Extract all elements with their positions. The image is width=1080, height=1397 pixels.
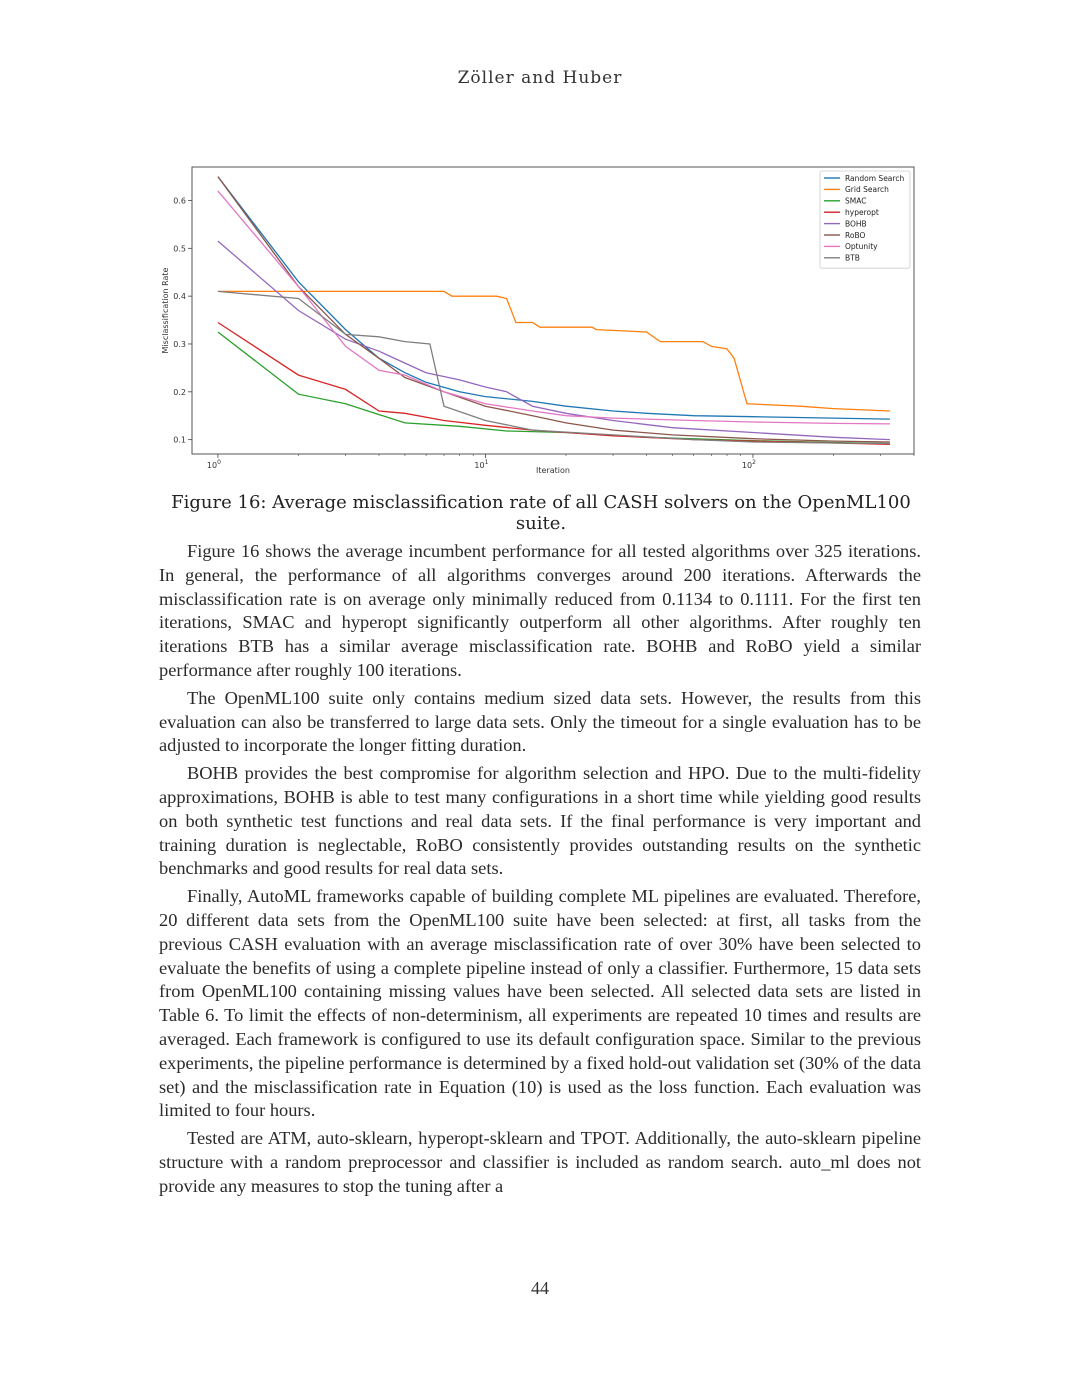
y-tick-label: 0.1 [173, 435, 186, 445]
x-tick-base: 10 [206, 461, 218, 470]
series-line-grid-search [218, 291, 890, 411]
legend-label: hyperopt [845, 208, 879, 217]
legend-label: RoBO [845, 230, 866, 240]
legend-label: SMAC [845, 196, 867, 206]
legend-label: Grid Search [845, 185, 889, 195]
x-tick-label [207, 459, 221, 470]
legend-label: Optunity [845, 242, 878, 252]
x-tick-label [474, 459, 488, 470]
paragraph: BOHB provides the best compromise for algorithm selection and HPO. Due to the multi-fidelity approximations, BOHB is able to test many configurations in a short time while yielding good results on both synthetic test functions and real data sets. If the final performance is very important and training duration is neglectable, RoBO consistently provides outstanding results on the synthetic benchmarks and good results for real data sets. [159, 763, 921, 879]
paragraph: Tested are ATM, auto-sklearn, hyperopt-sklearn and TPOT. Additionally, the auto-sklearn pipeline structure with a random preprocessor and classifier is included as random search. auto_ml does not provide any measures to stop the tuning after a [159, 1128, 921, 1196]
paragraph: The OpenML100 suite only contains medium sized data sets. However, the results from this evaluation can also be transferred to large data sets. Only the timeout for a single evaluation has to be adjusted to incorporate the longer fitting duration. [159, 687, 921, 756]
y-axis-label: Misclassification Rate [161, 267, 170, 354]
figure-caption: Figure 16: Average misclassification rate of all CASH solvers on the OpenML100 suite. [171, 492, 911, 534]
y-tick-label: 0.4 [173, 292, 186, 302]
x-tick-base: 10 [741, 461, 753, 470]
x-tick-label [742, 459, 756, 470]
paragraph: Figure 16 shows the average incumbent performance for all tested algorithms over 325 iterations. In general, the performance of all algorithms converges around 200 iterations. Afterwards the misclassification rate is on average only minimally reduced from 0.1134 to 0.1111. For the first ten iterations, SMAC and hyperopt significantly outperform all other algorithms. After roughly ten iterations BTB has a similar average misclassification rate. BOHB and RoBO yield a similar performance after roughly 100 iterations. [159, 541, 921, 680]
y-tick-label: 0.5 [173, 244, 186, 254]
y-tick-label: 0.6 [173, 196, 186, 206]
x-tick-exponent: 2 [752, 459, 756, 466]
series-line-robo [218, 177, 890, 442]
legend-label: BTB [845, 253, 860, 263]
paragraph: Finally, AutoML frameworks capable of building complete ML pipelines are evaluated. Therefore, 20 different data sets from the OpenML100 suite have been selected: at first, all tasks from the previous CASH evaluation with an average misclassification rate of over 30% have been selected to evaluate the benefits of using a complete pipeline instead of only a classifier. Furthermore, 15 data sets from OpenML100 containing missing values have been selected. All selected data sets are listed in Table 6. To limit the effects of non-determinism, all experiments are repeated 10 times and results are averaged. Each framework is configured to use its default configuration space. Similar to the previous experiments, the pipeline performance is determined by a fixed hold-out validation set (30% of the data set) and the misclassification rate in Equation (10) is used as the loss function. Each evaluation was limited to four hours. [159, 886, 921, 1121]
page-number: 44 [531, 1278, 549, 1298]
running-head: Zöller and Huber [457, 68, 623, 88]
series-line-smac [218, 332, 890, 444]
x-tick-exponent: 0 [217, 459, 221, 466]
legend-label: Random Search [845, 173, 905, 183]
series-line-hyperopt [218, 323, 890, 445]
body-text [159, 540, 921, 1203]
x-axis-label: Iteration [536, 466, 570, 475]
legend-label: BOHB [845, 219, 867, 229]
series-line-random-search [218, 177, 890, 420]
y-tick-label: 0.2 [173, 387, 186, 397]
misclassification-line-chart [158, 160, 918, 480]
series-line-bohb [218, 241, 890, 440]
y-tick-label: 0.3 [173, 339, 186, 349]
figure-16 [158, 160, 918, 480]
x-tick-exponent: 1 [484, 459, 489, 466]
x-tick-base: 10 [474, 461, 485, 470]
